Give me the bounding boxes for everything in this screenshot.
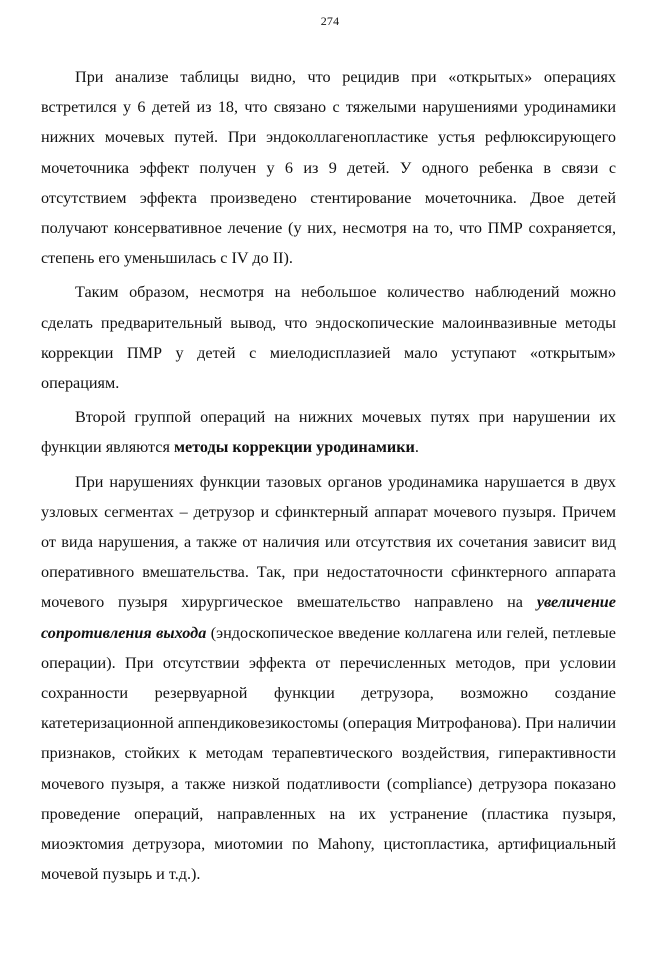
paragraph-recurrence-analysis: При анализе таблицы видно, что рецидив при «открытых» операциях встретился у 6 детей из 18, что связано с тяжелыми нарушениями уродинамики нижних мочевых путей. При эндоколлагенопластике устья рефлюксирующего мочеточника эффект получен у 6 из 9 детей. У одного ребенка в связи с отсутствием эффекта произведено стентирование мочеточника. Двое детей получают консервативное лечение (у них, несмотря на то, что ПМР сохраняется, степень его уменьшилась с IV до II). [41,68,616,268]
paragraph-urodynamics [41,467,616,890]
bold-term: методы коррекции уродинамики [173,438,415,457]
emphasized-term: увеличение сопротивления выхода [41,593,616,642]
body-text [41,62,616,893]
paragraph-text: При нарушениях функции тазовых органов уродинамика нарушается в двух узловых сегментах – детрузор и сфинктерный аппарат мочевого пузыря. Причем от вида нарушения, а также от наличия или отсутствия их сочетания зависит вид оперативного вмешательства. Так, при недостаточности сфинктерного аппарата мочевого пузыря хирургическое вмешательство направлено на [41,472,616,612]
paragraph-text: . [414,438,419,457]
paragraph-text: Второй группой операций на нижних мочевых путях при нарушении их функции являются [41,408,616,457]
paragraph-text: (эндоскопическое введение коллагена или гелей, петлевые операции). При отсутствии эффекта от перечисленных методов, при условии сохранности резервуарной функции детрузора, возможно создание катетеризационной аппендиковезикостомы (операция Митрофанова). При наличии признаков, стойких к методам терапевтического воздействия, гиперактивности мочевого пузыря, а также низкой податливости (compliance) детрузора показано проведение операций, направленных на их устранение (пластика пузыря, миоэктомия детрузора, миотомии по Mahony, цистопластика, артифициальный мочевой пузырь и т.д.). [41,623,616,884]
paragraph-second-group [41,402,616,462]
page-number: 274 [320,14,340,28]
paragraph-conclusion: Таким образом, несмотря на небольшое количество наблюдений можно сделать предварительный вывод, что эндоскопические малоинвазивные методы коррекции ПМР у детей с миелодисплазией мало уступают «открытым» операциям. [41,283,616,393]
